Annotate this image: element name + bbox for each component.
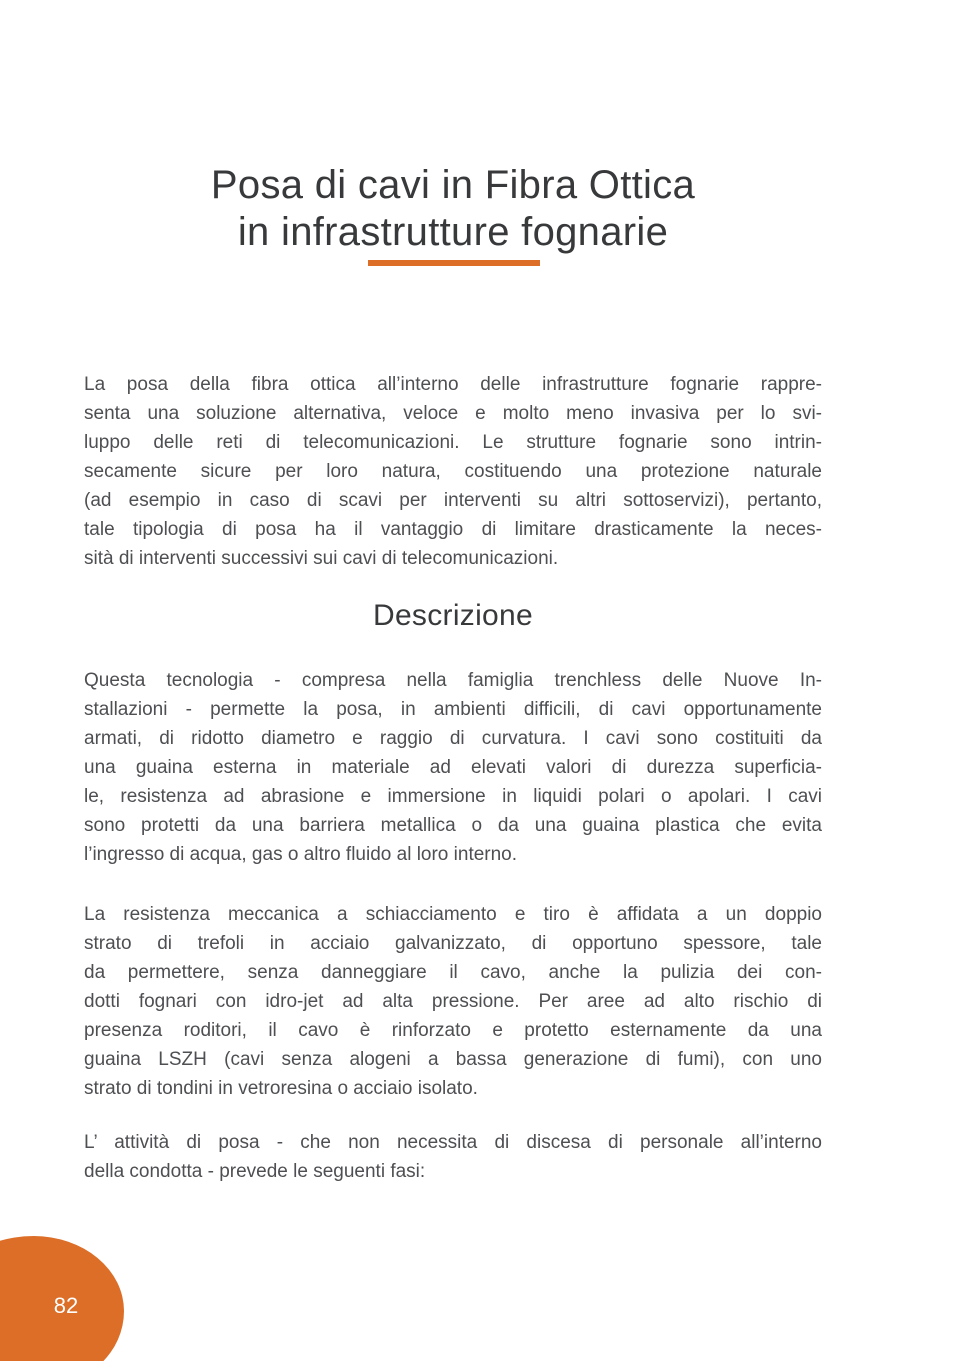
- text-line: strato di tondini in vetroresina o acciaio isolato.: [84, 1078, 478, 1099]
- text-line: secamente sicure per loro natura, costituendo una protezione naturale: [84, 461, 822, 482]
- text-line: strato di trefoli in acciaio galvanizzato, di opportuno spessore, tale: [84, 933, 822, 954]
- description-paragraph-1: [84, 666, 822, 869]
- text-line: sità di interventi successivi sui cavi di telecomunicazioni.: [84, 548, 559, 569]
- text-line: Questa tecnologia - compresa nella famiglia trenchless delle Nuove In-: [84, 670, 822, 691]
- text-line: una guaina esterna in materiale ad elevati valori di durezza superficia-: [84, 757, 822, 778]
- section-heading-descrizione: Descrizione: [372, 599, 534, 632]
- text-line: L’ attività di posa - che non necessita di discesa di personale all’interno: [84, 1132, 822, 1153]
- text-line: da permettere, senza danneggiare il cavo, anche la pulizia dei con-: [84, 962, 822, 983]
- text-line: tale tipologia di posa ha il vantaggio di limitare drasticamente la neces-: [84, 519, 822, 540]
- text-line: presenza roditori, il cavo è rinforzato e protetto esternamente da una: [84, 1020, 822, 1041]
- text-line: La resistenza meccanica a schiacciamento e tiro è affidata a un doppio: [84, 904, 822, 925]
- text-line: La posa della fibra ottica all’interno delle infrastrutture fognarie rappre-: [84, 374, 822, 395]
- intro-paragraph: [84, 370, 822, 573]
- text-line: (ad esempio in caso di scavi per interventi su altri sottoservizi), pertanto,: [84, 490, 822, 511]
- text-line: l’ingresso di acqua, gas o altro fluido al loro interno.: [84, 844, 518, 865]
- page-title-line1: Posa di cavi in Fibra Ottica: [210, 163, 696, 207]
- text-line: dotti fognari con idro-jet ad alta pressione. Per aree ad alto rischio di: [84, 991, 822, 1012]
- text-line: della condotta - prevede le seguenti fasi:: [84, 1161, 426, 1182]
- title-underline-rule: [368, 260, 540, 266]
- page-number: 82: [53, 1293, 79, 1318]
- text-line: senta una soluzione alternativa, veloce e molto meno invasiva per lo svi-: [84, 403, 822, 424]
- page-title: [84, 162, 822, 256]
- text-line: sono protetti da una barriera metallica o da una guaina plastica che evita: [84, 815, 822, 836]
- text-line: luppo delle reti di telecomunicazioni. Le strutture fognarie sono intrin-: [84, 432, 822, 453]
- description-paragraph-3: [84, 1128, 822, 1186]
- description-paragraph-2: [84, 900, 822, 1103]
- text-line: stallazioni - permette la posa, in ambienti difficili, di cavi opportunamente: [84, 699, 822, 720]
- text-line: le, resistenza ad abrasione e immersione in liquidi polari o apolari. I cavi: [84, 786, 822, 807]
- page-title-line2: in infrastrutture fognarie: [237, 210, 669, 254]
- text-line: guaina LSZH (cavi senza alogeni a bassa generazione di fumi), con uno: [84, 1049, 822, 1070]
- text-line: armati, di ridotto diametro e raggio di curvatura. I cavi sono costituiti da: [84, 728, 822, 749]
